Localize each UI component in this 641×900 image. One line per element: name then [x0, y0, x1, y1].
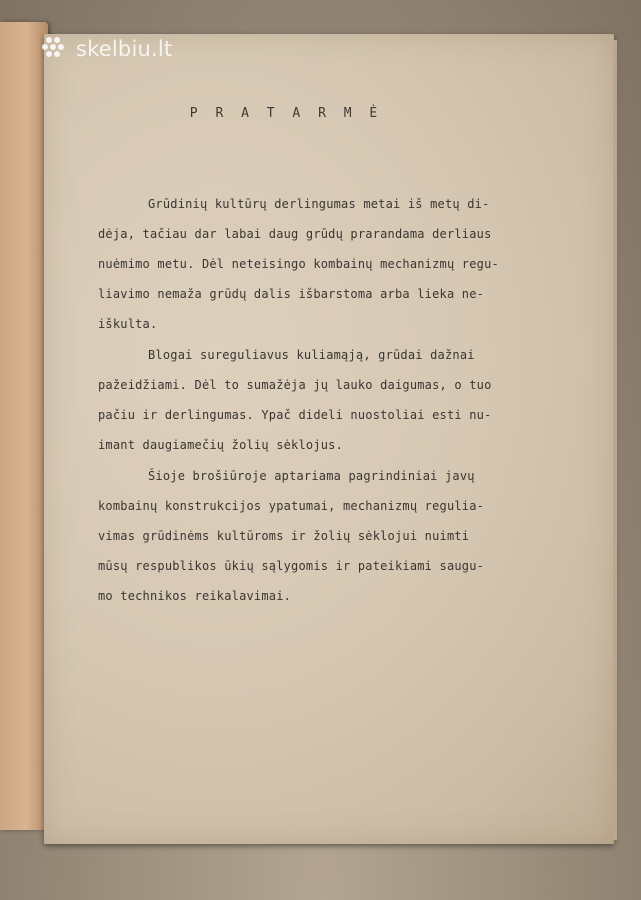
watermark: [40, 34, 172, 64]
paragraph-line: Grūdinių kultūrų derlingumas metai iš metų di-: [148, 197, 490, 211]
page-right-edge: [613, 40, 617, 840]
paragraph-line: pačiu ir derlingumas. Ypač dideli nuostoliai esti nu-: [98, 408, 492, 422]
paragraph-line: iškulta.: [98, 317, 158, 331]
paragraph-line: kombainų konstrukcijos ypatumai, mechanizmų regulia-: [98, 499, 485, 513]
page-title: P R A T A R M Ė: [189, 106, 383, 121]
paragraph-line: mo technikos reikalavimai.: [98, 589, 292, 603]
previous-page-edge: [0, 22, 48, 830]
paragraph-line: Šioje brošiūroje aptariama pagrindiniai javų: [148, 469, 475, 483]
paragraph-line: liavimo nemaža grūdų dalis išbarstoma arba lieka ne-: [98, 287, 485, 301]
paragraph-line: pažeidžiami. Dėl to sumažėja jų lauko daigumas, o tuo: [98, 378, 492, 392]
paragraph-line: vimas grūdinėms kultūroms ir žolių sėklojui nuimti: [98, 529, 470, 543]
paragraph-line: dėja, tačiau dar labai daug grūdų prarandama derliaus: [98, 227, 492, 241]
paragraph-line: imant daugiamečių žolių sėklojus.: [98, 438, 344, 452]
dot-cluster-logo-icon: [40, 34, 70, 64]
paragraph-line: mūsų respublikos ūkių sąlygomis ir pateikiami saugu-: [98, 559, 485, 573]
watermark-text: skelbiu.lt: [76, 37, 173, 61]
paragraph-line: nuėmimo metu. Dėl neteisingo kombainų mechanizmų regu-: [98, 257, 499, 271]
paragraph-line: Blogai sureguliavus kuliamąją, grūdai dažnai: [148, 348, 475, 362]
